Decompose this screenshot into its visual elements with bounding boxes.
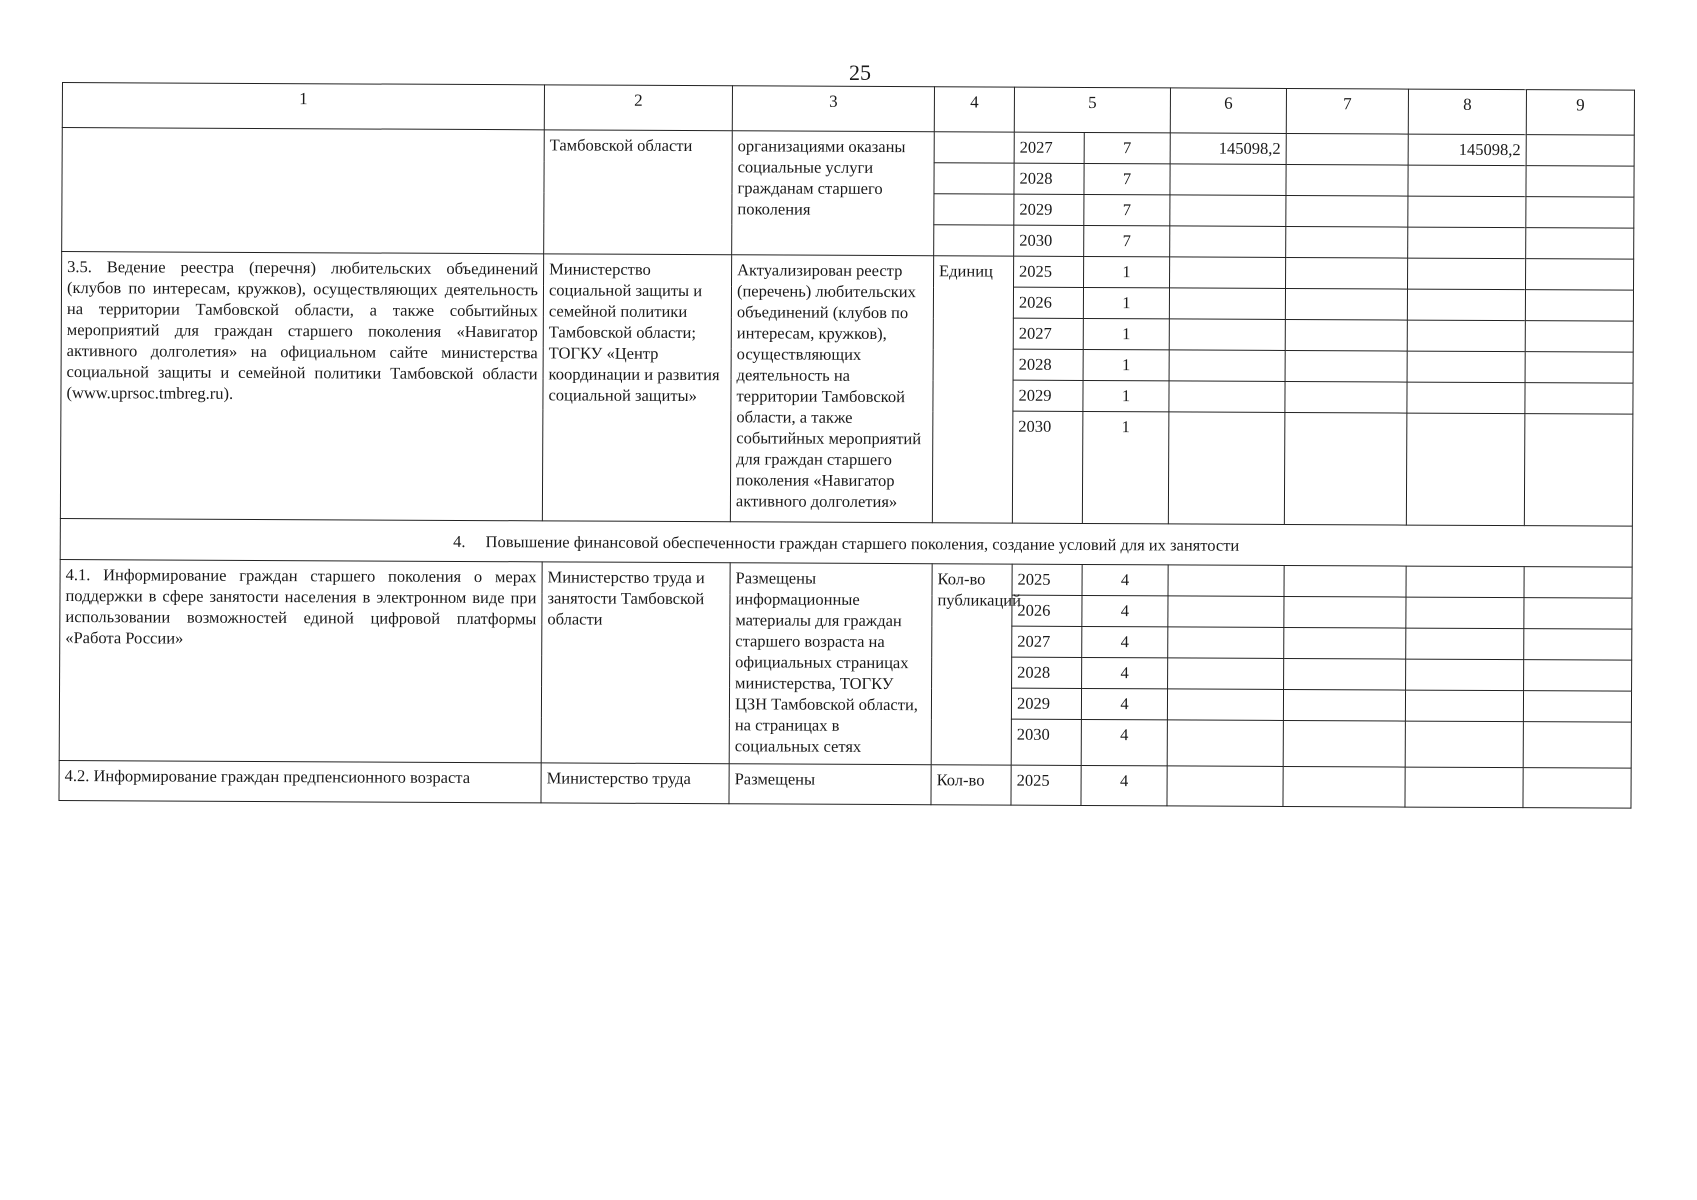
amount-cell <box>1285 288 1407 320</box>
unit-cell: Кол-во публикаций <box>931 564 1012 765</box>
amount-cell <box>1170 195 1286 227</box>
amount-cell <box>1524 629 1632 661</box>
year-cell: 2029 <box>1013 380 1083 411</box>
value-cell: 4 <box>1081 719 1167 765</box>
amount-cell <box>1523 768 1631 809</box>
table-row <box>59 760 1631 808</box>
amount-cell: 145098,2 <box>1170 133 1286 165</box>
amount-cell <box>1284 596 1406 628</box>
executor-cell: Министерство труда и занятости Тамбовской области <box>541 562 730 764</box>
amount-cell <box>1525 321 1633 353</box>
amount-cell <box>1286 133 1408 165</box>
unit-cell <box>934 225 1014 256</box>
result-cell: Размещены информационные материалы для граждан старшего возраста на официальных страницах министерства, ТОГКУ ЦЗН Тамбовской области, на страницах в социальных сетях <box>729 563 932 765</box>
year-cell: 2028 <box>1013 349 1083 380</box>
year-cell: 2028 <box>1014 163 1084 194</box>
amount-cell <box>1408 227 1526 259</box>
table-row <box>62 128 1634 167</box>
amount-cell <box>1524 660 1632 692</box>
header-cell: 1 <box>62 83 544 130</box>
unit-cell: Единиц <box>932 256 1013 523</box>
amount-cell <box>1408 165 1526 197</box>
table-row <box>60 559 1632 598</box>
amount-cell <box>1167 689 1283 721</box>
value-cell: 7 <box>1084 194 1170 225</box>
header-cell: 9 <box>1526 90 1634 136</box>
value-cell: 1 <box>1083 318 1169 349</box>
unit-cell <box>934 194 1014 225</box>
amount-cell <box>1169 350 1285 382</box>
amount-cell <box>1284 565 1406 597</box>
amount-cell <box>1169 319 1285 351</box>
amount-cell <box>1406 659 1524 691</box>
amount-cell <box>1285 350 1407 382</box>
amount-cell <box>1283 720 1405 767</box>
activity-cell: 3.5. Ведение реестра (перечня) любительских объединений (клубов по интересам, кружков), осуществляющих деятельность на территории Тамбовской области, а также событийных мероприятий для граждан старшего поколения «Навигатор активного долголетия» на официальном сайте министерства социальной защиты и семейной политики Тамбовской области (www.uprsoc.tmbreg.ru). <box>60 252 543 521</box>
year-cell: 2030 <box>1011 719 1081 765</box>
amount-cell <box>1167 766 1283 807</box>
year-cell: 2025 <box>1012 564 1082 595</box>
activity-cell: 4.1. Информирование граждан старшего поколения о мерах поддержки в сфере занятости населения в электронном виде при использовании возможностей единой цифровой платформы «Работа России» <box>59 559 542 762</box>
amount-cell <box>1525 352 1633 384</box>
year-cell: 2027 <box>1012 626 1082 657</box>
amount-cell <box>1170 226 1286 258</box>
unit-cell <box>934 163 1014 194</box>
amount-cell <box>1526 197 1634 229</box>
amount-cell <box>1285 381 1407 413</box>
year-cell: 2029 <box>1011 688 1081 719</box>
executor-cell: Министерство труда <box>541 763 729 804</box>
year-cell: 2026 <box>1012 595 1082 626</box>
amount-cell <box>1405 767 1523 808</box>
year-cell: 2030 <box>1014 225 1084 256</box>
amount-cell <box>1286 257 1408 289</box>
header-cell: 5 <box>1014 87 1170 133</box>
year-cell: 2027 <box>1013 318 1083 349</box>
amount-cell <box>1168 627 1284 659</box>
value-cell: 1 <box>1084 256 1170 287</box>
activity-plan-table <box>58 82 1634 809</box>
amount-cell <box>1286 164 1408 196</box>
year-cell: 2028 <box>1012 657 1082 688</box>
header-row <box>62 83 1634 136</box>
amount-cell <box>1405 690 1523 722</box>
amount-cell <box>1526 259 1634 291</box>
amount-cell <box>1525 290 1633 322</box>
value-cell: 4 <box>1081 688 1167 719</box>
amount-cell <box>1526 135 1634 167</box>
value-cell: 4 <box>1082 564 1168 595</box>
amount-cell <box>1283 689 1405 721</box>
amount-cell <box>1169 288 1285 320</box>
header-cell: 8 <box>1408 89 1526 135</box>
value-cell: 7 <box>1084 132 1170 163</box>
header-cell: 4 <box>934 87 1014 132</box>
result-cell: Актуализирован реестр (перечень) любительских объединений (клубов по интересам, кружков), осуществляющих деятельность на территории Тамбовской области, а также событийных мероприятий для граждан старшего поколения «Навигатор активного долголетия» <box>730 255 933 523</box>
amount-cell <box>1526 228 1634 260</box>
amount-cell <box>1408 196 1526 228</box>
value-cell: 4 <box>1082 626 1168 657</box>
amount-cell <box>1406 566 1524 598</box>
amount-cell <box>1523 691 1631 723</box>
amount-cell: 145098,2 <box>1408 134 1526 166</box>
amount-cell <box>1524 414 1633 527</box>
amount-cell <box>1168 412 1285 525</box>
executor-cell: Тамбовской области <box>544 130 733 255</box>
page-number: 25 <box>849 60 871 85</box>
amount-cell <box>1168 658 1284 690</box>
amount-cell <box>1406 597 1524 629</box>
year-cell: 2025 <box>1011 765 1081 805</box>
value-cell: 4 <box>1082 595 1168 626</box>
amount-cell <box>1407 289 1525 321</box>
year-cell: 2026 <box>1013 287 1083 318</box>
table-row <box>62 252 1634 291</box>
section-number: 4. <box>453 531 466 551</box>
value-cell: 4 <box>1081 765 1167 805</box>
activity-cell <box>62 128 545 254</box>
amount-cell <box>1284 627 1406 659</box>
amount-cell <box>1168 565 1284 597</box>
amount-cell <box>1526 166 1634 198</box>
amount-cell <box>1286 195 1408 227</box>
value-cell: 1 <box>1083 380 1169 411</box>
amount-cell <box>1286 226 1408 258</box>
year-cell: 2027 <box>1014 132 1084 163</box>
amount-cell <box>1524 567 1632 599</box>
year-cell: 2030 <box>1012 411 1083 523</box>
amount-cell <box>1284 412 1407 525</box>
amount-cell <box>1524 598 1632 630</box>
amount-cell <box>1167 720 1283 767</box>
value-cell: 4 <box>1082 657 1168 688</box>
amount-cell <box>1170 257 1286 289</box>
value-cell: 7 <box>1084 163 1170 194</box>
result-cell: организациями оказаны социальные услуги гражданам старшего поколения <box>732 131 935 256</box>
header-cell: 6 <box>1170 88 1286 134</box>
executor-cell: Министерство социальной защиты и семейной политики Тамбовской области; ТОГКУ «Центр координации и развития социальной защиты» <box>542 254 731 522</box>
value-cell: 1 <box>1083 287 1169 318</box>
result-cell: Размещены <box>729 764 931 805</box>
amount-cell <box>1525 383 1633 415</box>
year-cell: 2029 <box>1014 194 1084 225</box>
value-cell: 1 <box>1082 411 1169 523</box>
value-cell: 7 <box>1084 225 1170 256</box>
header-cell: 3 <box>732 86 934 132</box>
amount-cell <box>1407 320 1525 352</box>
amount-cell <box>1284 658 1406 690</box>
amount-cell <box>1285 319 1407 351</box>
amount-cell <box>1405 721 1523 768</box>
amount-cell <box>1408 258 1526 290</box>
unit-cell <box>934 132 1014 163</box>
activity-cell: 4.2. Информирование граждан предпенсионного возраста <box>59 760 541 802</box>
amount-cell <box>1406 413 1525 526</box>
amount-cell <box>1406 628 1524 660</box>
value-cell: 1 <box>1083 349 1169 380</box>
header-cell: 7 <box>1286 88 1408 134</box>
amount-cell <box>1407 351 1525 383</box>
amount-cell <box>1170 164 1286 196</box>
section-title: Повышение финансовой обеспеченности граждан старшего поколения, создание условий для их занятости <box>485 531 1240 555</box>
amount-cell <box>1283 766 1405 807</box>
header-cell: 2 <box>544 85 732 131</box>
amount-cell <box>1168 596 1284 628</box>
amount-cell <box>1169 381 1285 413</box>
amount-cell <box>1523 722 1631 769</box>
amount-cell <box>1407 382 1525 414</box>
unit-cell: Кол-во <box>931 765 1011 805</box>
year-cell: 2025 <box>1014 256 1084 287</box>
